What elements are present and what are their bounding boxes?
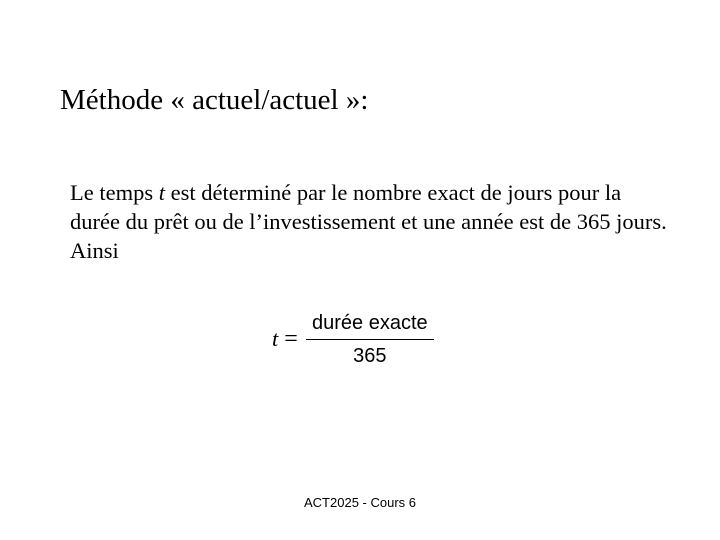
formula-fraction xyxy=(306,310,434,369)
slide-title: Méthode « actuel/actuel »: xyxy=(60,84,369,116)
body-text-part: Le temps xyxy=(70,180,159,205)
fraction-denominator: 365 xyxy=(353,344,387,367)
formula-variable: t xyxy=(272,326,279,351)
slide-body-paragraph xyxy=(70,178,670,265)
slide-footer: ACT2025 - Cours 6 xyxy=(304,495,416,510)
body-variable: t xyxy=(158,180,165,205)
body-text-part: est déterminé par le nombre exact de jours pour la durée du prêt ou de l’investissement et une année est de 365 jours. Ainsi xyxy=(70,180,667,263)
formula-equals-sign: = xyxy=(284,325,298,352)
fraction-numerator: durée exacte xyxy=(311,311,428,334)
time-formula xyxy=(272,308,434,370)
